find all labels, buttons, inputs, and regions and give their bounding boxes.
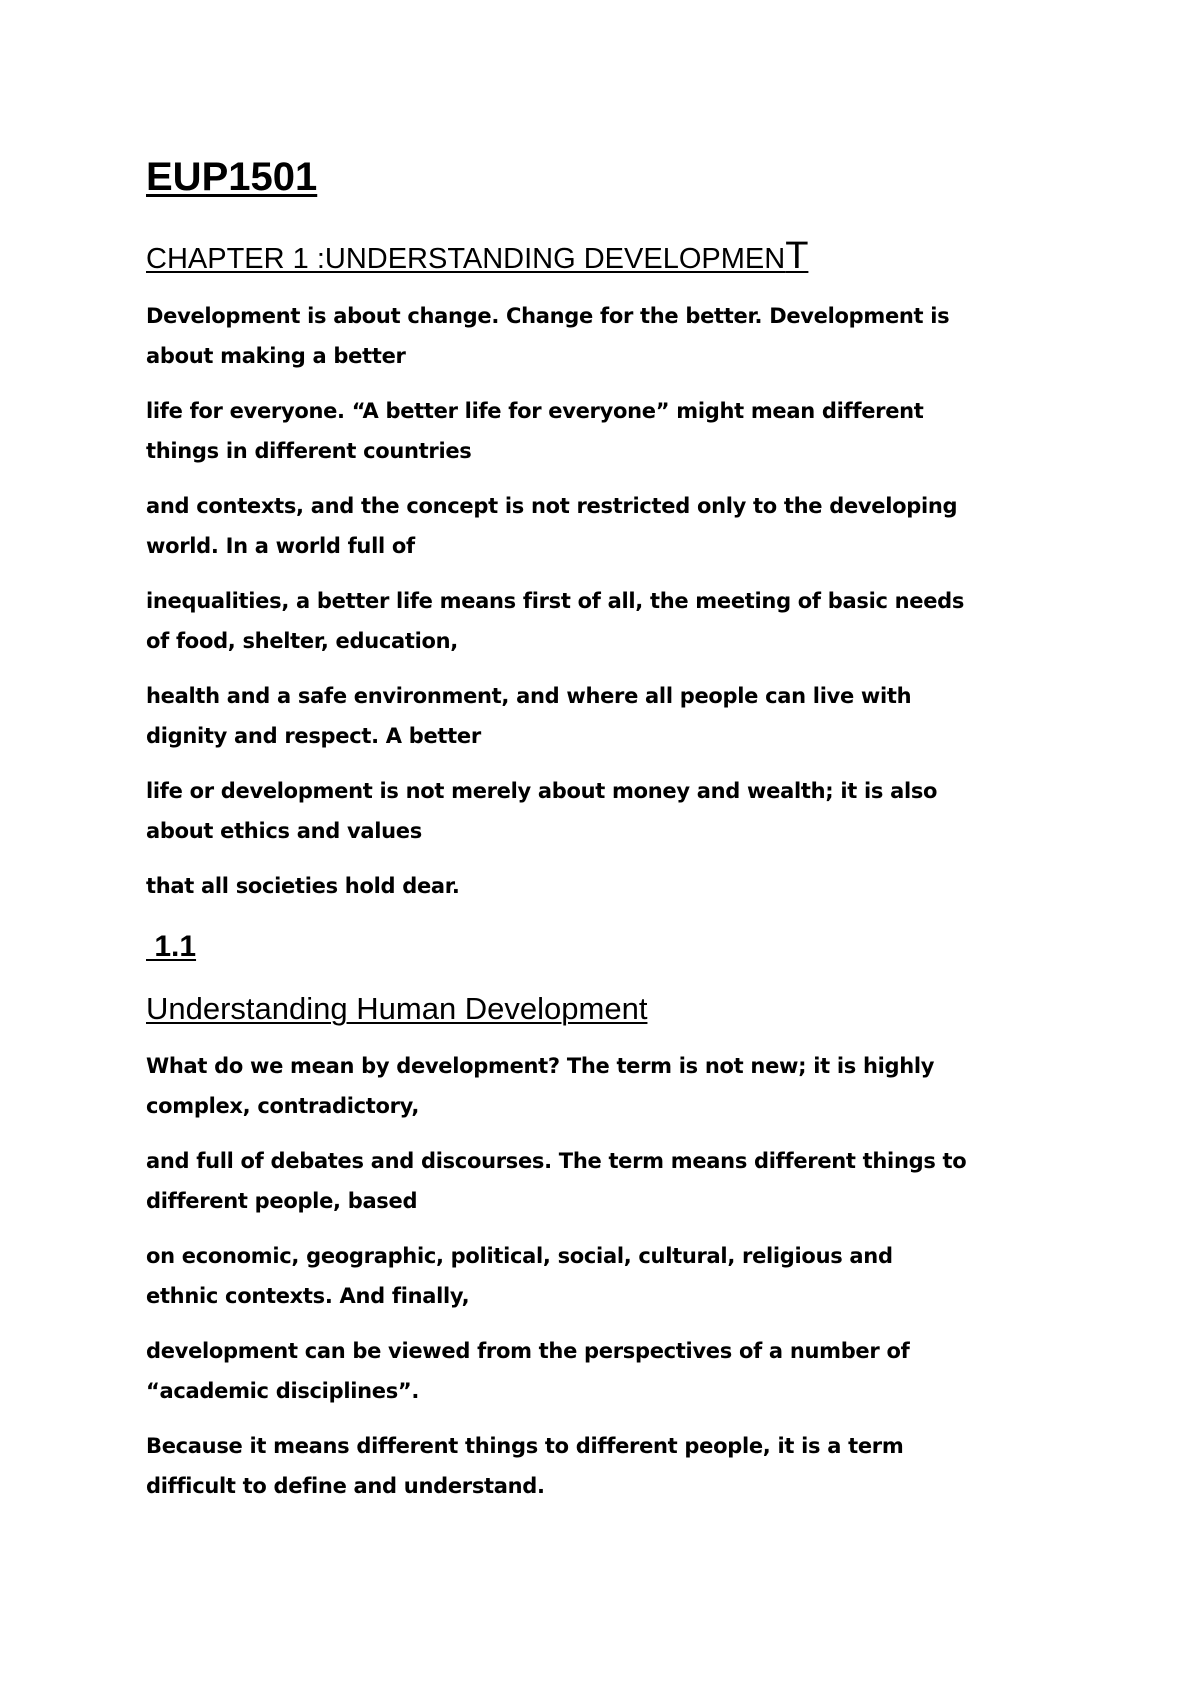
section-paragraph: development can be viewed from the perspectives of a number of “academic disciplines”. — [146, 1339, 910, 1403]
intro-paragraph: health and a safe environment, and where all people can live with dignity and respect. A better — [146, 684, 912, 748]
section-paragraph: on economic, geographic, political, social, cultural, religious and ethnic contexts. And finally, — [146, 1244, 893, 1308]
chapter-heading-last-letter: T — [785, 235, 809, 277]
intro-paragraph: inequalities, a better life means first of all, the meeting of basic needs of food, shelter, education, — [146, 589, 965, 653]
section-paragraph: Because it means different things to different people, it is a term difficult to define and understand. — [146, 1434, 904, 1498]
chapter-heading-text: CHAPTER 1 :UNDERSTANDING DEVELOPMEN — [146, 243, 786, 275]
intro-paragraph: Development is about change. Change for the better. Development is about making a better — [146, 304, 950, 368]
intro-paragraph: life or development is not merely about money and wealth; it is also about ethics and values — [146, 779, 938, 843]
intro-paragraph: that all societies hold dear. — [146, 874, 460, 898]
section-number: 1.1 — [146, 930, 197, 963]
chapter-heading — [146, 234, 1066, 281]
document-body — [146, 150, 1066, 1506]
document-title: EUP1501 — [146, 155, 318, 199]
section-title: Understanding Human Development — [146, 991, 648, 1026]
section-paragraph: What do we mean by development? The term is not new; it is highly complex, contradictory, — [146, 1054, 935, 1118]
intro-paragraph: and contexts, and the concept is not restricted only to the developing world. In a world full of — [146, 494, 958, 558]
intro-paragraph: life for everyone. “A better life for everyone” might mean different things in different countries — [146, 399, 924, 463]
section-paragraph: and full of debates and discourses. The term means different things to different people, based — [146, 1149, 967, 1213]
